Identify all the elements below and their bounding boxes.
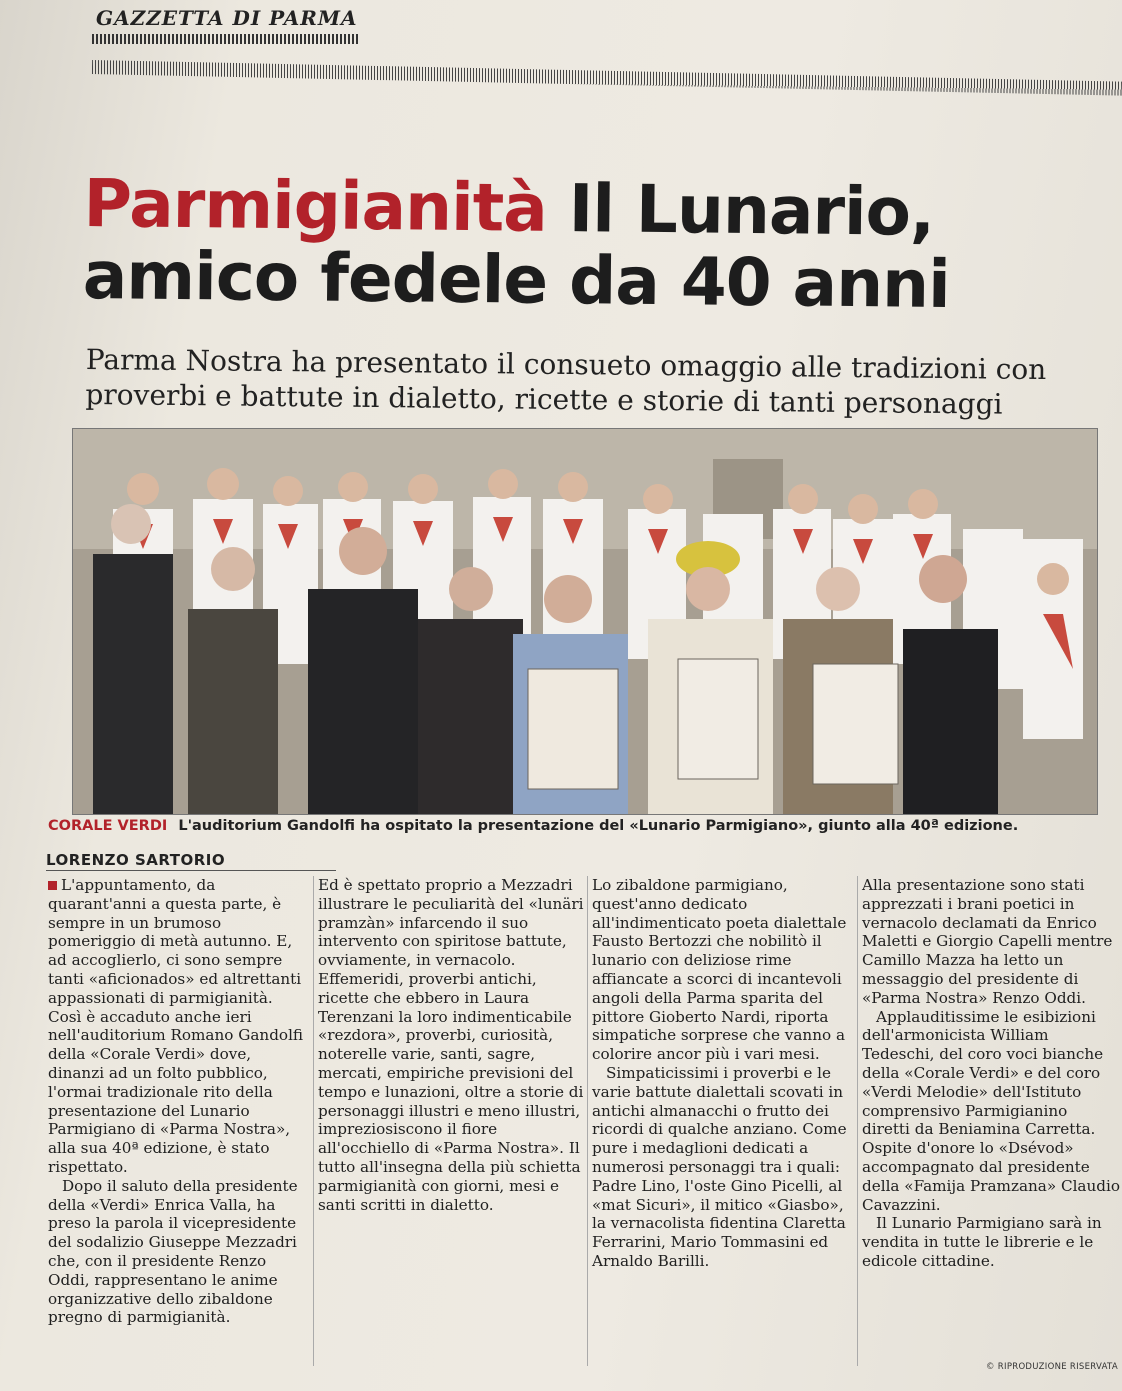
masthead: GAZZETTA DI PARMA [96, 6, 358, 30]
headline [82, 165, 1083, 324]
article-paragraph: Dopo il saluto della presidente della «Verdi» Enrica Valla, ha preso la parola il vicepresidente del sodalizio Giuseppe Mezzadri che, con il presidente Renzo Oddi, rappresentano le anime organizzative dello zibaldone pregno di parmigianità. [48, 1176, 298, 1327]
article-column-4 [862, 876, 1120, 1271]
column-divider [857, 876, 858, 1366]
paragraph-marker [48, 881, 57, 890]
subheadline: Parma Nostra ha presentato il consueto omaggio alle tradizioni con proverbi e battute in dialetto, ricette e storie di tanti personaggi [85, 342, 1047, 421]
byline-rule [46, 870, 336, 871]
article-paragraph: Applauditissime le esibizioni dell'armonicista William Tedeschi, del coro voci bianche della «Corale Verdi» e del coro «Verdi Melodie» dell'Istituto comprensivo Parmigianino diretti da Beniamina Carretta. Ospite d'onore lo «Dsévod» accompagnato dal presidente della «Famija Pramzana» Claudio Cavazzini. [862, 1007, 1120, 1214]
article-paragraph: Simpaticissimi i proverbi e le varie battute dialettali scovati in antichi almanacchi o frutto dei ricordi di qualche anziano. Come pure i medaglioni dedicati a numerosi personaggi tra i quali: Padre Lino, l'oste Gino Picelli, al «mat Sicuri», il mitico «Giasbo», la vernacolista fidentina Claretta Ferrarini, Mario Tommasini ed Arnaldo Barilli. [592, 1063, 847, 1270]
article-paragraph: Il Lunario Parmigiano sarà in vendita in tutte le librerie e le edicole cittadine. [862, 1214, 1102, 1270]
article-column-2 [318, 876, 584, 1214]
photo-illustration [73, 429, 1097, 814]
article-column-3 [592, 876, 854, 1271]
photo-caption [48, 818, 1108, 840]
copyright-notice: © RIPRODUZIONE RISERVATA [986, 1362, 1118, 1372]
article-paragraph: Ed è spettato proprio a Mezzadri illustrare le peculiarità del «lunäri pramzàn» infarcendo il suo intervento con spiritose battute, ovviamente, in vernacolo. Effemeridi, proverbi antichi, ricette che ebbero in Laura Terenzani la loro indimenticabile «rezdora», proverbi, curiosità, noterelle varie, santi, sagre, mercati, empiriche previsioni del tempo e lunazioni, oltre a storie di personaggi illustri e meno illustri, impreziosiscono il fiore all'occhiello di «Parma Nostra». Il tutto all'insegna della più schietta parmigianità con giorni, mesi e santi scritti in dialetto. [318, 876, 584, 1214]
headline-title-line2: amico fedele da 40 anni [82, 236, 951, 324]
column-divider [313, 876, 314, 1366]
byline: LORENZO SARTORIO [46, 851, 226, 869]
headline-kicker: Parmigianità [83, 165, 548, 247]
column-divider [587, 876, 588, 1366]
article-column-1 [48, 876, 310, 1327]
masthead-rule [92, 34, 360, 44]
article-paragraph: Lo zibaldone parmigiano, quest'anno dedicato all'indimenticato poeta dialettale Fausto Bertozzi che nobilitò il lunario con deliziose rime affiancate a scorci di incantevoli angoli della Parma sparita del pittore Gioberto Nardi, riporta simpatiche sorprese che vanno a colorire ancor più i vari mesi. [592, 876, 847, 1064]
article-paragraph: Alla presentazione sono stati apprezzati i brani poetici in vernacolo declamati da Enrico Maletti e Giorgio Capelli mentre Camillo Mazza ha letto un messaggio del presidente di «Parma Nostra» Renzo Oddi. [862, 876, 1113, 1007]
headline-title-line1: Il Lunario, [546, 169, 935, 251]
article-paragraph: L'appuntamento, da quarant'anni a questa parte, è sempre in un brumoso pomeriggio di metà autunno. E, ad accoglierlo, ci sono sempre tanti «aficionados» ed altrettanti appassionati di parmigianità. Così è accaduto anche ieri nell'auditorium Romano Gandolfi della «Corale Verdi» dove, dinanzi ad un folto pubblico, l'ormai tradizionale rito della presentazione del Lunario Parmigiano di «Parma Nostra», alla sua 40ª edizione, è stato rispettato. [48, 876, 304, 1176]
caption-text: L'auditorium Gandolfi ha ospitato la presentazione del «Lunario Parmigiano», giunto alla 40ª edizione. [178, 818, 1019, 834]
group-photo [72, 428, 1098, 815]
top-rule [92, 60, 1122, 96]
caption-label: CORALE VERDI [48, 818, 168, 834]
